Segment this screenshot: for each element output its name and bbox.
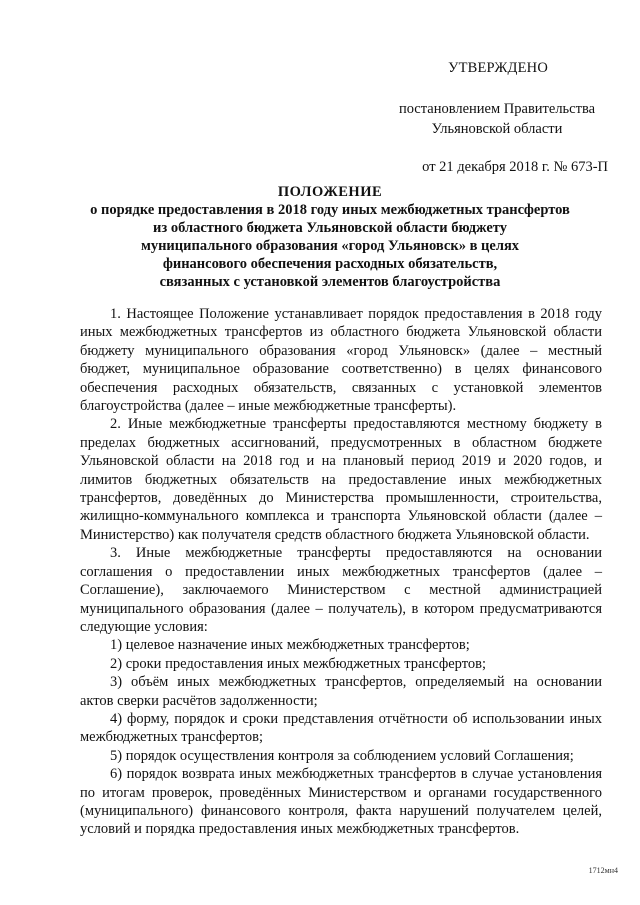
condition-item-4: 4) форму, порядок и сроки представления отчётности об использовании иных межбюджетных трансфертов; bbox=[80, 710, 602, 746]
title-heading: ПОЛОЖЕНИЕ bbox=[277, 184, 383, 200]
title-line-4: финансового обеспечения расходных обязательств, bbox=[162, 256, 498, 272]
approved-label: УТВЕРЖДЕНО bbox=[448, 60, 548, 76]
condition-item-3: 3) объём иных межбюджетных трансфертов, определяемый на основании актов сверки расчётов задолженности; bbox=[80, 674, 602, 709]
resolution-date-number: от 21 декабря 2018 г. № 673-П bbox=[422, 159, 608, 175]
title-line-3: муниципального образования «город Ульяновск» в целях bbox=[140, 238, 520, 254]
paragraph-1: 1. Настоящее Положение устанавливает порядок предоставления в 2018 году иных межбюджетных трансфертов из областного бюджета Ульяновской области бюджету муниципального образования «город Ульяновск» (далее – местный бюджет, муниципальное образование соответственно) в целях финансового обеспечения расходных обязательств, связанных с установкой элементов благоустройства (далее – иные межбюджетные трансферты). bbox=[80, 306, 602, 415]
approval-stamp bbox=[348, 58, 608, 177]
title-line-2: из областного бюджета Ульяновской области бюджету bbox=[153, 220, 507, 236]
document-title bbox=[60, 183, 600, 291]
page-code: 1712мн4 bbox=[588, 866, 618, 875]
title-line-1: о порядке предоставления в 2018 году иных межбюджетных трансфертов bbox=[90, 202, 570, 218]
condition-item-6: 6) порядок возврата иных межбюджетных трансфертов в случае установления по итогам проверок, проведённых Министерством и органами государственного (муниципального) финансового контроля, факта нарушений получателем целей, условий и порядка предоставления иных межбюджетных трансфертов. bbox=[80, 766, 602, 838]
paragraph-2: 2. Иные межбюджетные трансферты предоставляются местному бюджету в пределах бюджетных ассигнований, предусмотренных в областном бюджете Ульяновской области на 2018 год и на плановый период 2019 и 2020 годов, и лимитов бюджетных обязательств на предоставление иных межбюджетных трансфертов, доведённых до Министерства промышленности, строительства, жилищно-коммунального комплекса и транспорта Ульяновской области (далее – Министерство) как получателя средств областного бюджета Ульяновской области. bbox=[80, 416, 602, 543]
condition-item-5: 5) порядок осуществления контроля за соблюдением условий Соглашения; bbox=[110, 747, 574, 764]
title-line-5: связанных с установкой элементов благоустройства bbox=[159, 274, 501, 290]
document-body bbox=[80, 305, 602, 839]
resolution-line-1: постановлением Правительства bbox=[398, 101, 596, 117]
condition-item-2: 2) сроки предоставления иных межбюджетных трансфертов; bbox=[110, 655, 486, 672]
resolution-line-2: Ульяновской области bbox=[431, 121, 563, 137]
paragraph-3: 3. Иные межбюджетные трансферты предоставляются на основании соглашения о предоставлении иных межбюджетных трансфертов (далее – Соглашение), заключаемого Министерством с местной администрацией муниципального образования (далее – получатель), в котором предусматриваются следующие условия: bbox=[80, 545, 602, 635]
condition-item-1: 1) целевое назначение иных межбюджетных трансфертов; bbox=[110, 637, 470, 654]
